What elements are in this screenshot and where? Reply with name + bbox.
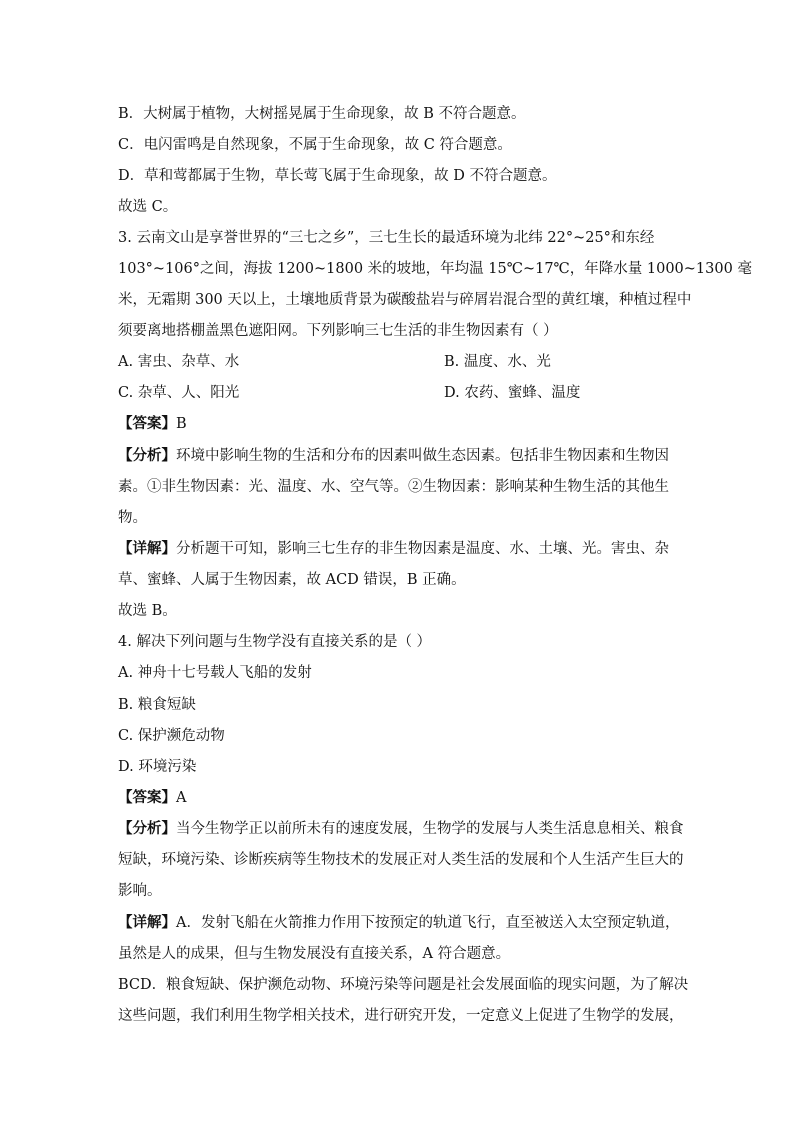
q2-explanation-d: D．草和莺都属于生物，草长莺飞属于生命现象，故 D 不符合题意。 (118, 168, 557, 184)
q4-analysis-line-3: 影响。 (118, 883, 162, 899)
q3-conclusion: 故选 B。 (118, 603, 177, 619)
answer-value: B (176, 416, 187, 432)
detail-text: A．发射飞船在火箭推力作用下按预定的轨道飞行，直至被送入太空预定轨道， (176, 915, 680, 931)
q4-answer (118, 788, 186, 808)
q3-stem-line-2: 103°~106°之间，海拔 1200~1800 米的坡地，年均温 15℃~17℃，年降水量 1000~1300 毫 (118, 261, 752, 277)
q3-option-b: B. 温度、水、光 (444, 354, 551, 370)
analysis-text: 当今生物学正以前所未有的速度发展，生物学的发展与人类生活息息相关、粮食 (176, 821, 684, 837)
q3-stem-line-4: 须要离地搭棚盖黑色遮阳网。下列影响三七生活的非生物因素有（ ） (118, 323, 558, 339)
q3-answer (118, 414, 187, 434)
q3-stem-line-3: 米，无霜期 300 天以上，土壤地质背景为碳酸盐岩与碎屑岩混合型的黄红壤，种植过程中 (118, 292, 692, 308)
q3-stem-line-1: 3. 云南文山是享誉世界的“三七之乡”，三七生长的最适环境为北纬 22°~25°和东经 (118, 230, 655, 246)
analysis-tag: 【分析】 (118, 447, 176, 464)
analysis-tag: 【分析】 (118, 820, 176, 837)
q3-option-a: A. 害虫、杂草、水 (118, 354, 240, 370)
q2-explanation-b: B．大树属于植物，大树摇晃属于生命现象，故 B 不符合题意。 (118, 106, 526, 122)
q4-analysis-line-2: 短缺，环境污染、诊断疾病等生物技术的发展正对人类生活的发展和个人生活产生巨大的 (118, 852, 684, 868)
detail-tag: 【详解】 (118, 914, 176, 931)
q2-explanation-c: C．电闪雷鸣是自然现象，不属于生命现象，故 C 符合题意。 (118, 137, 512, 153)
analysis-text: 环境中影响生物的生活和分布的因素叫做生态因素。包括非生物因素和生物因 (176, 448, 669, 464)
answer-tag: 【答案】 (118, 415, 176, 432)
q4-option-c: C. 保护濒危动物 (118, 728, 225, 744)
q4-option-a: A. 神舟十七号载人飞船的发射 (118, 665, 312, 681)
answer-tag: 【答案】 (118, 789, 176, 806)
q2-conclusion: 故选 C。 (118, 199, 178, 215)
q4-detail-line-3: BCD．粮食短缺、保护濒危动物、环境污染等问题是社会发展面临的现实问题，为了解决 (118, 977, 689, 993)
q3-option-d: D. 农药、蜜蜂、温度 (444, 385, 581, 401)
q4-detail-line-4: 这些问题，我们利用生物学相关技术，进行研究开发，一定意义上促进了生物学的发展， (118, 1008, 684, 1024)
q4-detail-line-2: 虽然是人的成果，但与生物发展没有直接关系，A 符合题意。 (118, 946, 511, 962)
q3-option-c: C. 杂草、人、阳光 (118, 385, 240, 401)
q3-detail-line-1 (118, 539, 669, 559)
q4-detail-line-1 (118, 913, 679, 933)
q3-analysis-line-1 (118, 446, 669, 466)
q4-option-b: B. 粮食短缺 (118, 697, 196, 713)
answer-value: A (176, 790, 187, 806)
q4-analysis-line-1 (118, 819, 684, 839)
q3-detail-line-2: 草、蜜蜂、人属于生物因素，故 ACD 错误，B 正确。 (118, 572, 466, 588)
detail-tag: 【详解】 (118, 540, 176, 557)
detail-text: 分析题干可知，影响三七生存的非生物因素是温度、水、土壤、光。害虫、杂 (176, 541, 669, 557)
q4-option-d: D. 环境污染 (118, 759, 197, 775)
q4-stem: 4. 解决下列问题与生物学没有直接关系的是（ ） (118, 634, 432, 650)
q3-analysis-line-2: 素。①非生物因素：光、温度、水、空气等。②生物因素：影响某种生物生活的其他生 (118, 479, 669, 495)
q3-analysis-line-3: 物。 (118, 510, 147, 526)
